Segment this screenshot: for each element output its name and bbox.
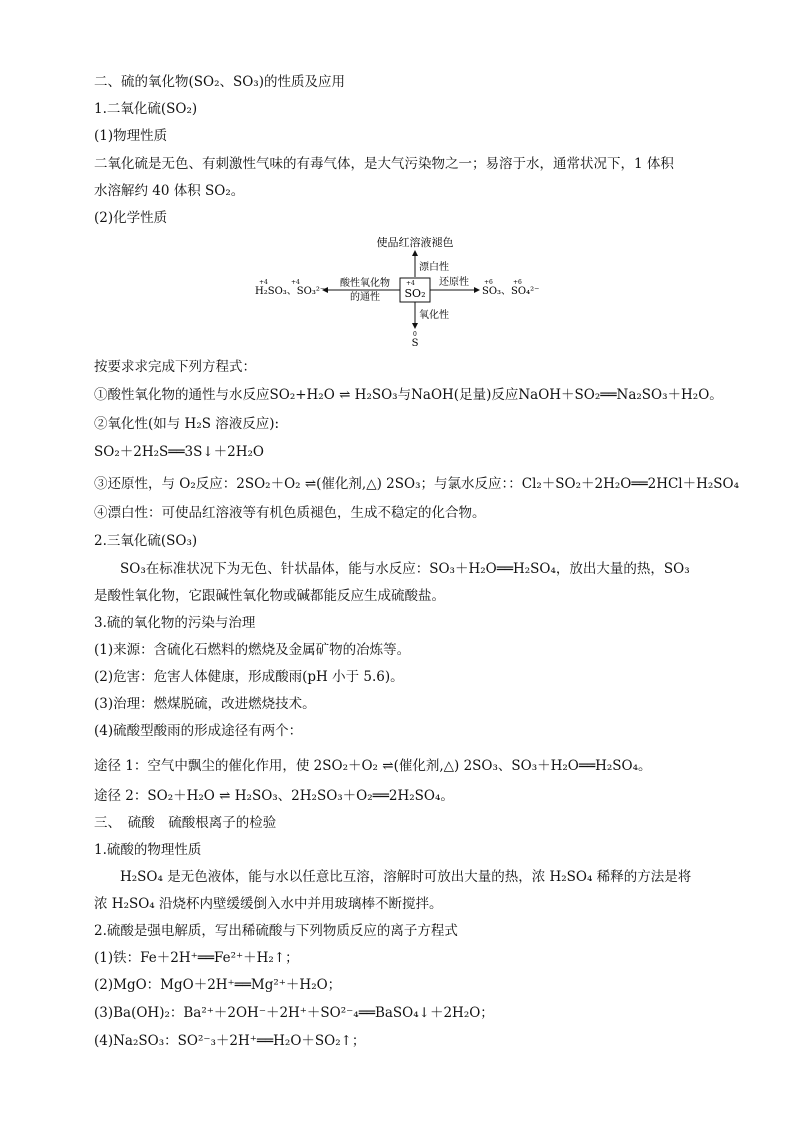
sulfuric-electrolyte-title: 2.硫酸是强电解质，写出稀硫酸与下列物质反应的离子方程式: [94, 923, 458, 939]
ionic-equation-iron: (1)铁：Fe＋2H⁺══Fe²⁺＋H₂↑；: [94, 950, 299, 966]
so3-title: 2.三氧化硫(SO₃): [94, 533, 198, 549]
bottom-ox-state: 0: [413, 331, 417, 338]
ionic-equation-mgo: (2)MgO：MgO＋2H⁺══Mg²⁺＋H₂O；: [94, 977, 342, 993]
down-arrow-head: [412, 323, 418, 329]
so3-text-2: 是酸性氧化物，它跟碱性氧化物或碱都能反应生成硫酸盐。: [94, 588, 445, 604]
equation-acidic-oxide: ①酸性氧化物的通性与水反应SO₂+H₂O ⇌ H₂SO₃与NaOH(足量)反应NaOH＋SO₂══Na₂SO₃＋H₂O。: [94, 387, 723, 403]
bleaching-text: ④漂白性：可使品红溶液等有机色质褪色，生成不稳定的化合物。: [94, 505, 486, 521]
so2-physical-title: (1)物理性质: [94, 128, 168, 144]
up-arrow-head: [412, 250, 418, 256]
center-ox-state: +4: [406, 280, 415, 287]
so2-physical-text-2: 水溶解约 40 体积 SO₂。: [94, 183, 245, 199]
ionic-equation-na2so3: (4)Na₂SO₃：SO²⁻₃＋2H⁺══H₂O＋SO₂↑；: [94, 1033, 366, 1049]
diagram-bottom-species: S: [411, 338, 419, 349]
diagram-up-label: 漂白性: [419, 262, 449, 273]
so2-property-diagram: [255, 232, 545, 350]
diagram-right-species: SO₃、SO₄²⁻: [482, 286, 540, 297]
equation-reducing: ③还原性，与 O₂反应：2SO₂＋O₂ ⇌(催化剂,△) 2SO₃；与氯水反应：：Cl₂＋SO₂＋2H₂O══2HCl＋H₂SO₄: [94, 476, 740, 492]
right-arrow-head: [474, 287, 480, 293]
so2-title: 1.二氧化硫(SO₂): [94, 101, 198, 117]
pollution-title: 3.硫的氧化物的污染与治理: [94, 615, 256, 631]
section-heading-3: 三、 硫酸 硫酸根离子的检验: [94, 815, 277, 831]
acid-rain-path-1: 途径 1：空气中飘尘的催化作用，使 2SO₂＋O₂ ⇌(催化剂,△) 2SO₃、SO₃＋H₂O══H₂SO₄。: [94, 758, 652, 774]
left-ox-1: +4: [259, 279, 268, 286]
diagram-left-label-2: 的通性: [350, 292, 380, 303]
right-ox-2: +6: [513, 279, 522, 286]
sulfuric-physical-text-1: H₂SO₄ 是无色液体，能与水以任意比互溶，溶解时可放出大量的热，浓 H₂SO₄ 稀释的方法是将: [120, 869, 692, 885]
diagram-top-label: 使品红溶液褪色: [376, 236, 454, 249]
pollution-treatment: (3)治理：燃煤脱硫，改进燃烧技术。: [94, 696, 316, 712]
ionic-equation-baoh2: (3)Ba(OH)₂：Ba²⁺＋2OH⁻＋2H⁺＋SO²⁻₄══BaSO₄↓＋2H₂O；: [94, 1005, 494, 1021]
sulfuric-physical-title: 1.硫酸的物理性质: [94, 842, 202, 858]
sulfuric-physical-text-2: 浓 H₂SO₄ 沿烧杯内壁缓缓倒入水中并用玻璃棒不断搅拌。: [94, 896, 443, 912]
right-ox-1: +6: [484, 279, 493, 286]
acid-rain-path-2: 途径 2：SO₂＋H₂O ⇌ H₂SO₃、2H₂SO₃＋O₂══2H₂SO₄。: [94, 788, 454, 804]
left-ox-2: +4: [291, 279, 300, 286]
pollution-harm: (2)危害：危害人体健康，形成酸雨(pH 小于 5.6)。: [94, 669, 404, 685]
equation-oxidizing: SO₂＋2H₂S══3S↓＋2H₂O: [94, 444, 264, 460]
so3-text-1: SO₃在标准状况下为无色、针状晶体，能与水反应：SO₃＋H₂O══H₂SO₄，放出大量的热，SO₃: [120, 561, 690, 577]
diagram-down-label: 氧化性: [419, 310, 449, 321]
so2-chemical-title: (2)化学性质: [94, 210, 168, 226]
pollution-source: (1)来源：含硫化石燃料的燃烧及金属矿物的冶炼等。: [94, 642, 411, 658]
diagram-left-label-1: 酸性氧化物: [340, 278, 390, 289]
acid-rain-paths-title: (4)硫酸型酸雨的形成途径有两个：: [94, 723, 303, 739]
oxidizing-title: ②氧化性(如与 H₂S 溶液反应):: [94, 416, 280, 432]
diagram-left-species: H₂SO₃、SO₃²⁻: [255, 286, 326, 297]
so2-physical-text-1: 二氧化硫是无色、有刺激性气味的有毒气体，是大气污染物之一；易溶于水，通常状况下，1 体积: [94, 156, 674, 172]
section-heading-2: 二、硫的氧化物(SO₂、SO₃)的性质及应用: [94, 74, 345, 90]
diagram-center: SO₂: [404, 287, 426, 300]
diagram-right-label: 还原性: [439, 277, 469, 288]
task-instruction: 按要求求完成下列方程式：: [94, 359, 256, 375]
